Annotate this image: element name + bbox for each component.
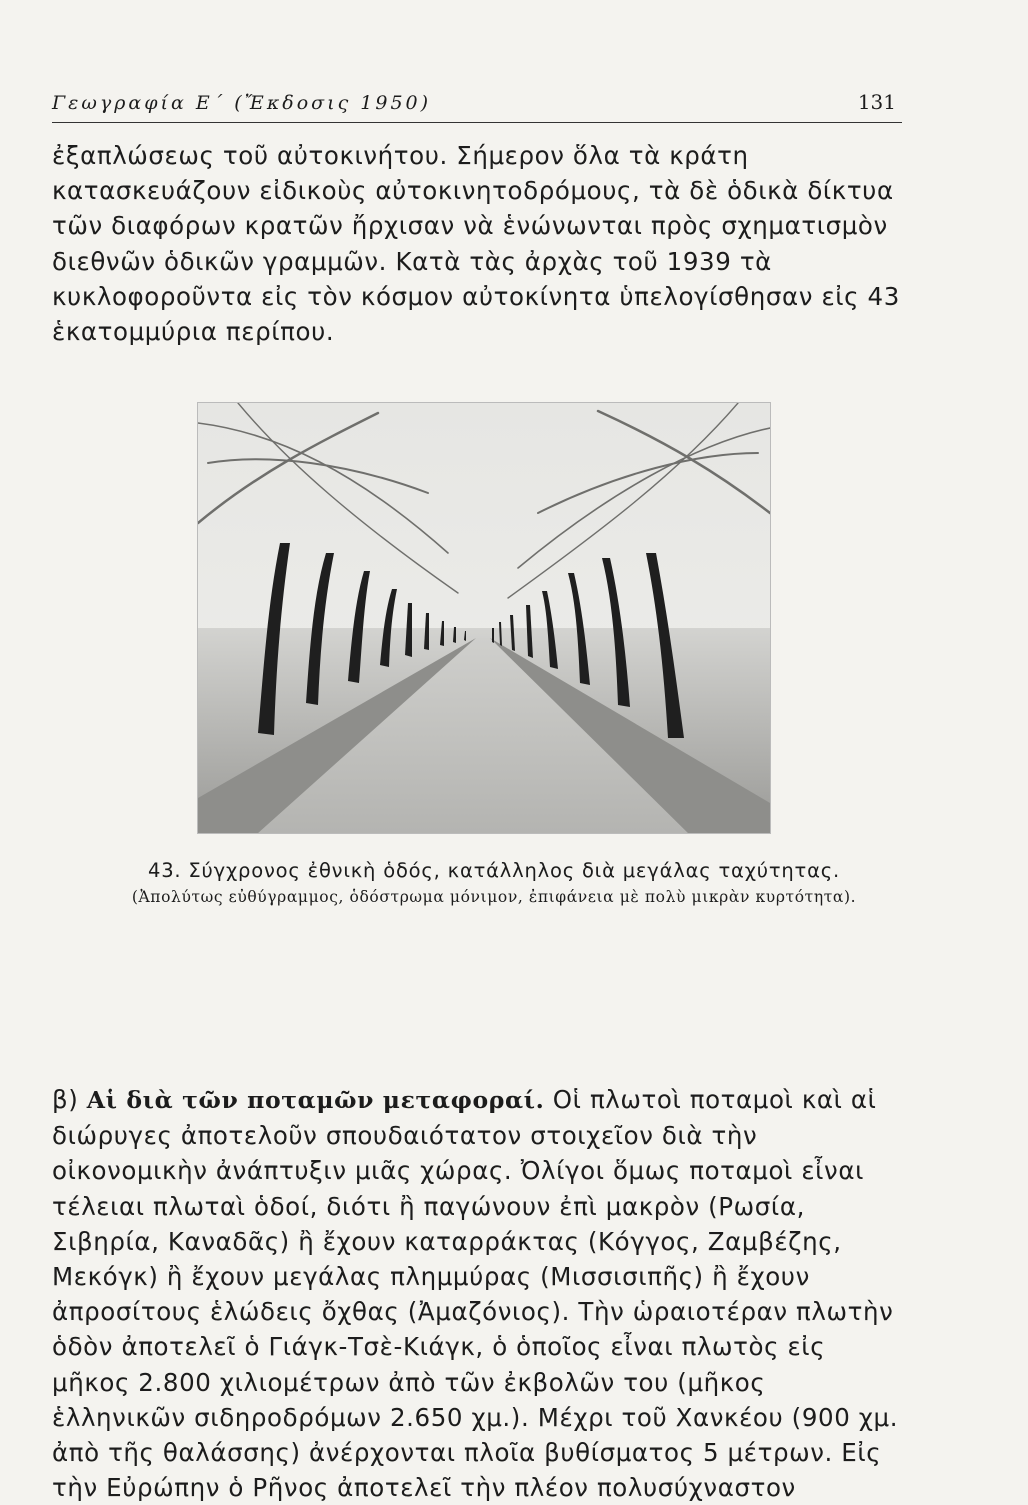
caption-title: 43. Σύγχρονος ἐθνικὴ ὁδός, κατάλληλος διὰ μεγάλας ταχύτητας. [148,859,840,882]
section-text: Οἱ πλωτοὶ ποταμοὶ καὶ αἱ διώρυγες ἀποτελοῦν σπουδαιότατον στοιχεῖον διὰ τὴν οἰκονομικὴν ἀνάπτυξιν μιᾶς χώρας. Ὀλίγοι ὅμως ποταμοὶ εἶναι τέλειαι πλωταὶ ὁδοί, διότι ἢ παγώνουν ἐπὶ μακρὸν (Ρωσία, Σιβηρία, Καναδᾶς) ἢ ἔχουν καταρράκτας (Κόγγος, Ζαμβέζης, Μεκόγκ) ἢ ἔχουν μεγάλας πλημμύρας (Μισσισιπῆς) ἢ ἔχουν ἀπροσίτους ἑλώδεις ὄχθας (Ἀμαζόνιος). Τὴν ὡραιοτέραν πλωτὴν ὁδὸν ἀποτελεῖ ὁ Γιάγκ-Τσὲ-Κιάγκ, ὁ ὁποῖος εἶναι πλωτὸς εἰς μῆκος 2.800 χιλιομέτρων ἀπὸ τῶν ἐκβολῶν του (μῆκος ἑλληνικῶν σιδηροδρόμων 2.650 χμ.). Μέχρι τοῦ Χανκέου (900 χμ. ἀπὸ τῆς θαλάσσης) ἀνέρχονται πλοῖα βυθίσματος 5 μέτρων. Εἰς τὴν Εὐρώπην ὁ Ρῆνος ἀποτελεῖ τὴν πλέον πολυσύχναστον [52,1085,899,1503]
road-photo [197,402,771,834]
book-page [52,0,902,1503]
figure-caption [84,858,904,910]
section-marker: β) [52,1085,79,1114]
section-heading: Αἱ διὰ τῶν ποταμῶν μεταφοραί. [86,1086,545,1114]
paragraph-automobile: ἐξαπλώσεως τοῦ αὐτοκινήτου. Σήμερον ὅλα τὰ κράτη κατασκευάζουν εἰδικοὺς αὐτοκινητοδρόμους, τὰ δὲ ὁδικὰ δίκτυα τῶν διαφόρων κρατῶν ἤρχισαν νὰ ἑνώνωνται πρὸς σχηματισμὸν διεθνῶν ὁδικῶν γραμμῶν. Κατὰ τὰς ἀρχὰς τοῦ 1939 τὰ κυκλοφοροῦντα εἰς τὸν κόσμον αὐτοκίνητα ὑπελογίσθησαν εἰς 43 ἑκατομμύρια περίπου. [52,141,900,347]
running-head [52,88,902,123]
section-paragraph [52,1082,902,1505]
running-title: Γεωγραφία Ε΄ (Ἔκδοσις 1950) [52,92,432,114]
caption-note: (Ἀπολύτως εὐθύγραμμος, ὁδόστρωμα μόνιμον, ἐπιφάνεια μὲ πολὺ μικρὰν κυρτότητα). [131,888,857,906]
tree-lined-road-illustration [198,403,770,833]
page-number: 131 [857,90,896,114]
section-river-transport [52,1082,902,1505]
